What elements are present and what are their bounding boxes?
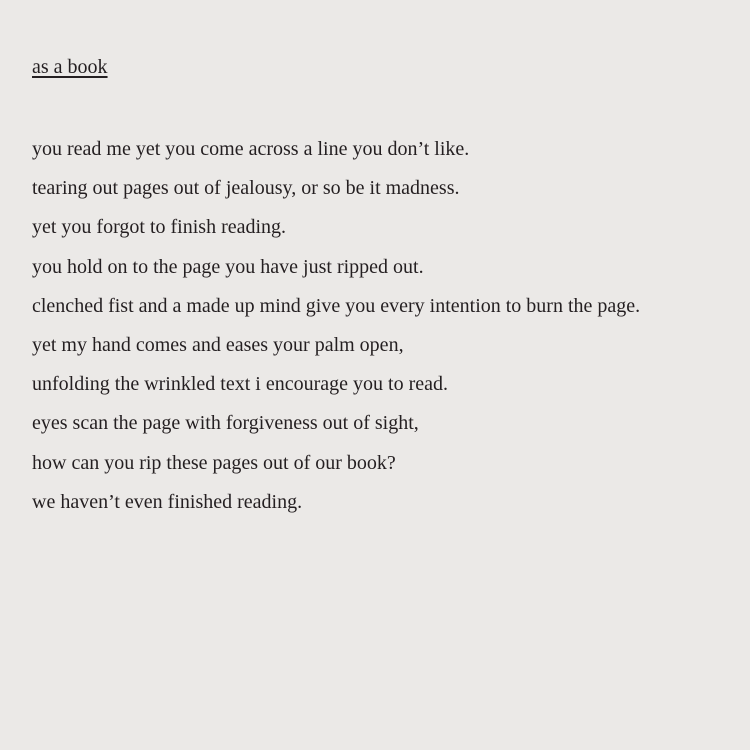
poem-line: tearing out pages out of jealousy, or so be it madness. xyxy=(32,177,460,200)
poem-line: you read me yet you come across a line you don’t like. xyxy=(32,138,470,160)
poem-line: unfolding the wrinkled text i encourage you to read. xyxy=(32,373,448,396)
poem-line: how can you rip these pages out of our book? xyxy=(32,451,396,474)
poem-line: yet my hand comes and eases your palm open, xyxy=(32,334,404,357)
poem-title: as a book xyxy=(32,56,108,78)
poem-line: eyes scan the page with forgiveness out of sight, xyxy=(32,412,419,435)
poem-line: yet you forgot to finish reading. xyxy=(32,216,287,239)
poem-line: you hold on to the page you have just ripped out. xyxy=(32,255,424,278)
poem-lines xyxy=(32,130,640,522)
poem-line: we haven’t even finished reading. xyxy=(32,490,303,513)
poem-line: clenched fist and a made up mind give you every intention to burn the page. xyxy=(32,294,641,317)
